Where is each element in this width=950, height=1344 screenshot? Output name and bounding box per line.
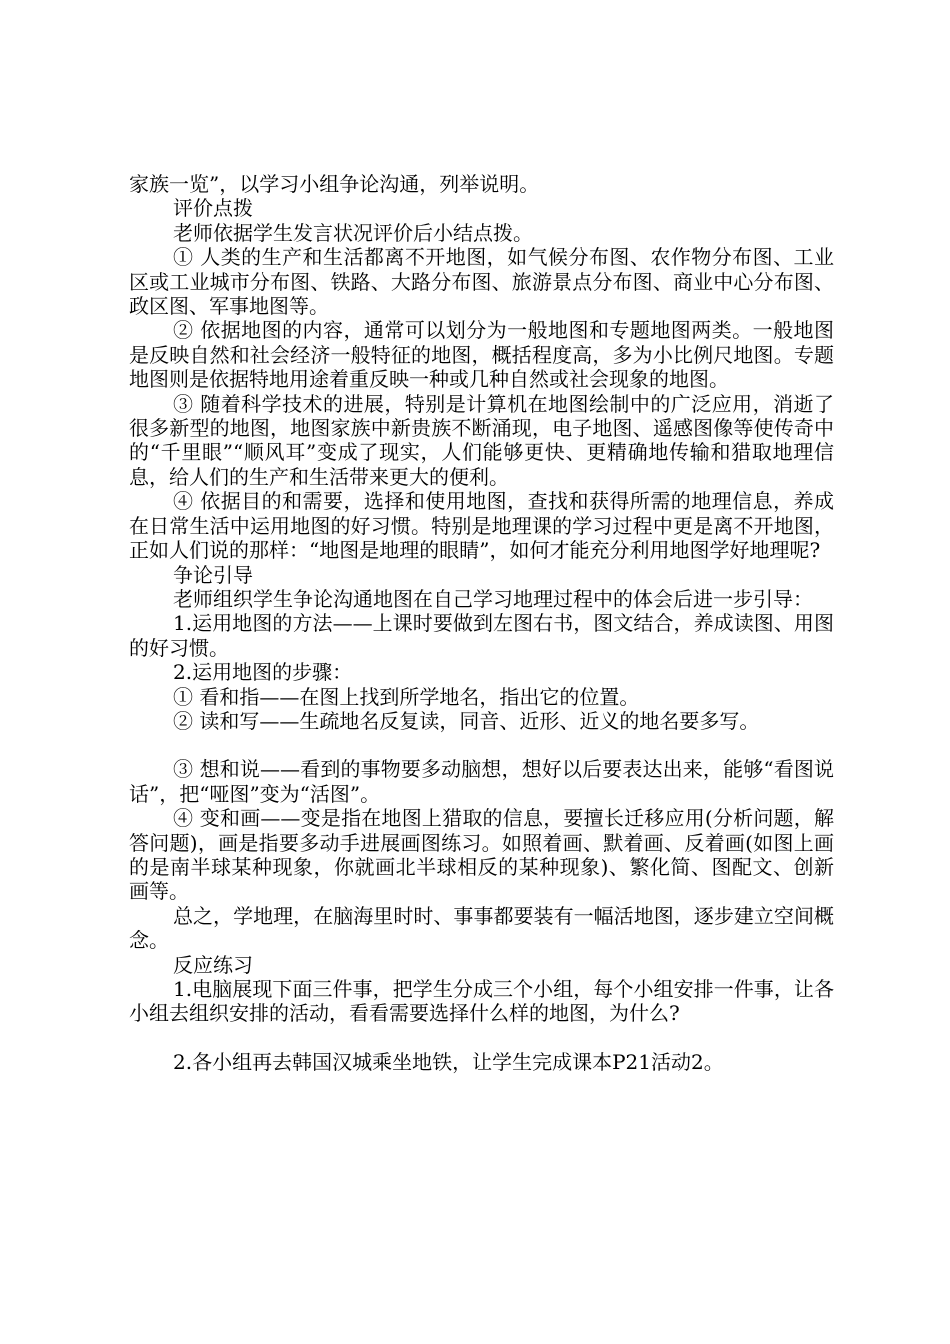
step-item-2: ② 读和写——生疏地名反复读，同音、近形、近义的地名要多写。	[173, 708, 760, 733]
section-heading-discussion: 争论引导	[173, 562, 253, 587]
list-item-3: ③ 随着科学技术的进展，特别是计算机在地图绘制中的广泛应用，消逝了很多新型的地图，地图家族中新贵族不断涌现，电子地图、遥感图像等使传奇中的“千里眼”“顺风耳”变成了现实，人们能够更快、更精确地传输和猎取地理信息，给人们的生产和生活带来更大的便利。	[129, 391, 834, 489]
step-item-3: ③ 想和说——看到的事物要多动脑想，想好以后要表达出来，能够“看图说话”，把“哑图”变为“活图”。	[129, 757, 834, 806]
exercise-item-1: 1.电脑展现下面三件事，把学生分成三个小组，每个小组安排一件事，让各小组去组织安排的活动，看看需要选择什么样的地图，为什么?	[129, 977, 834, 1026]
paragraph-3: 老师组织学生争论沟通地图在自己学习地理过程中的体会后进一步引导：	[173, 586, 813, 611]
list-item-2: ② 依据地图的内容，通常可以划分为一般地图和专题地图两类。一般地图是反映自然和社会经济一般特征的地图，概括程度高，多为小比例尺地图。专题地图则是依据特地用途着重反映一种或几种自然或社会现象的地图。	[129, 318, 834, 392]
summary-paragraph: 总之，学地理，在脑海里时时、事事都要装有一幅活地图，逐步建立空间概念。	[129, 903, 834, 953]
blank-line	[129, 733, 834, 757]
list-item-4: ④ 依据目的和需要，选择和使用地图，查找和获得所需的地理信息，养成在日常生活中运用地图的好习惯。特别是地理课的学习过程中更是离不开地图，正如人们说的那样：“地图是地理的眼睛”，如何才能充分利用地图学好地理呢?	[129, 489, 834, 563]
paragraph-2: 老师依据学生发言状况评价后小结点拨。	[173, 220, 533, 245]
numbered-item-2: 2.运用地图的步骤：	[173, 660, 353, 685]
exercise-item-2: 2.各小组再去韩国汉城乘坐地铁，让学生完成课本P21活动2。	[173, 1049, 724, 1074]
blank-line	[129, 1026, 834, 1050]
step-item-1: ① 看和指——在图上找到所学地名，指出它的位置。	[173, 684, 640, 709]
step-item-4: ④ 变和画——变是指在地图上猎取的信息，要擅长迁移应用(分析问题，解答问题)，画是指要多动手进展画图练习。如照着画、默着画、反着画(如图上画的是南半球某种现象，你就画北半球相反的某种现象)、繁化简、图配文、创新画等。	[129, 806, 834, 904]
document-body	[129, 172, 834, 1074]
paragraph-1: 家族一览”，以学习小组争论沟通，列举说明。	[129, 172, 540, 196]
section-heading-practice: 反应练习	[173, 952, 253, 977]
numbered-item-1: 1.运用地图的方法——上课时要做到左图右书，图文结合，养成读图、用图的好习惯。	[129, 611, 834, 660]
list-item-1: ① 人类的生产和生活都离不开地图，如气候分布图、农作物分布图、工业区或工业城市分布图、铁路、大路分布图、旅游景点分布图、商业中心分布图、政区图、军事地图等。	[129, 245, 834, 319]
section-heading-evaluation: 评价点拨	[173, 196, 253, 221]
